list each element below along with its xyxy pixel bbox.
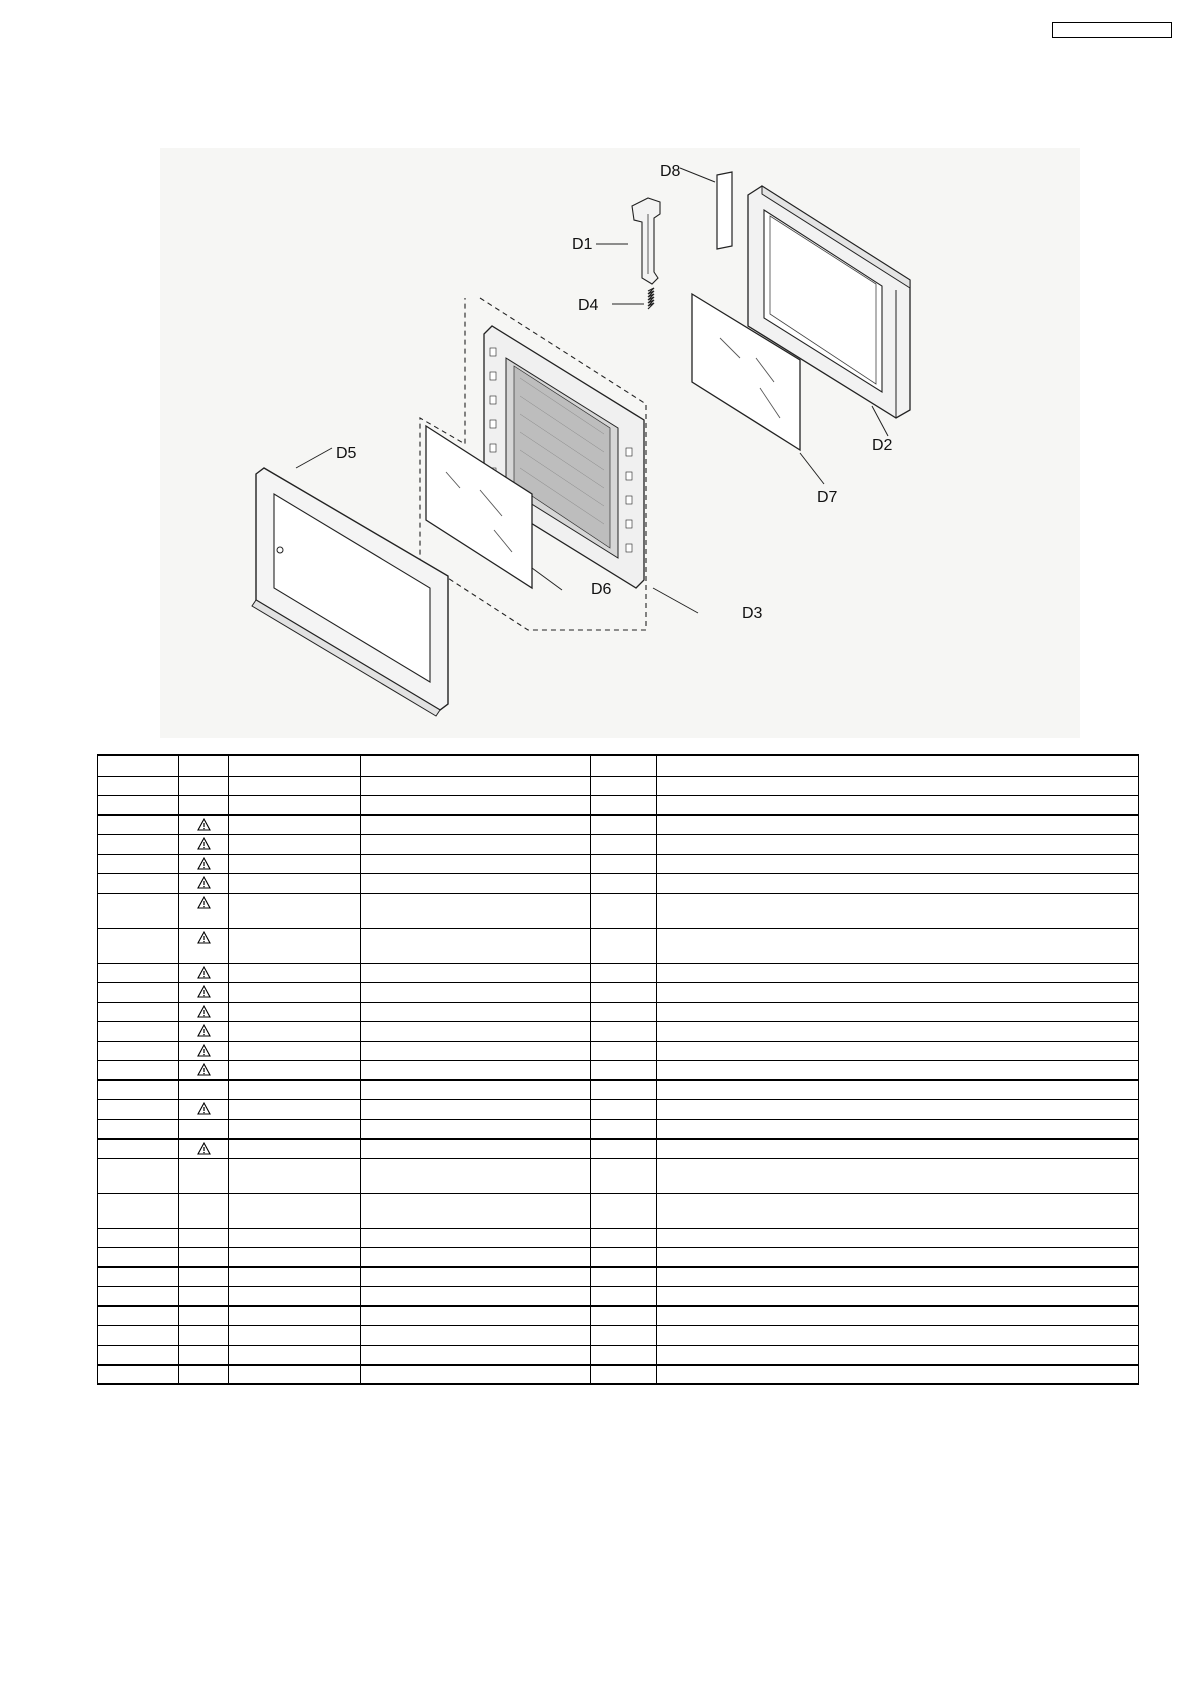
table-cell: [98, 1100, 179, 1120]
table-cell: [98, 1041, 179, 1061]
table-cell: [361, 893, 591, 928]
table-cell: [657, 1080, 1139, 1100]
table-cell: [229, 1002, 361, 1022]
warning-triangle-icon: [197, 896, 211, 909]
table-cell: [657, 854, 1139, 874]
table-cell: [179, 893, 229, 928]
table-cell: [361, 815, 591, 835]
table-cell: [591, 1139, 657, 1159]
warning-triangle-icon: [197, 1005, 211, 1018]
table-cell: [98, 1002, 179, 1022]
table-cell: [179, 854, 229, 874]
table-cell: [361, 1326, 591, 1346]
table-cell: [98, 1193, 179, 1228]
table-cell: [591, 1193, 657, 1228]
table-cell: [361, 796, 591, 816]
part-d4: [612, 288, 654, 309]
table-cell: [229, 796, 361, 816]
warning-triangle-icon: [197, 985, 211, 998]
table-cell: [229, 1080, 361, 1100]
table-cell: [98, 928, 179, 963]
table-cell: [98, 835, 179, 855]
table-cell: [657, 1345, 1139, 1365]
callout-d1: D1: [572, 236, 593, 253]
table-cell: [657, 1041, 1139, 1061]
table-cell: [179, 1248, 229, 1268]
table-row: [98, 1061, 1139, 1081]
table-row: [98, 815, 1139, 835]
table-cell: [179, 874, 229, 894]
table-cell: [98, 776, 179, 796]
table-cell: [361, 1002, 591, 1022]
table-cell: [98, 1248, 179, 1268]
table-cell: [591, 1306, 657, 1326]
table-cell: [361, 1228, 591, 1248]
table-cell: [229, 928, 361, 963]
table-cell: [591, 1365, 657, 1385]
table-row: [98, 1287, 1139, 1307]
table-cell: [179, 1306, 229, 1326]
table-cell: [591, 1248, 657, 1268]
table-cell: [229, 1365, 361, 1385]
table-row: [98, 1267, 1139, 1287]
table-cell: [591, 1002, 657, 1022]
table-row: [98, 1080, 1139, 1100]
table-cell: [98, 1061, 179, 1081]
table-cell: [361, 1158, 591, 1193]
table-cell: [361, 1365, 591, 1385]
table-cell: [657, 963, 1139, 983]
table-cell: [657, 928, 1139, 963]
table-cell: [179, 1100, 229, 1120]
table-cell: [229, 1248, 361, 1268]
table-row: [98, 928, 1139, 963]
table-cell: [98, 983, 179, 1003]
table-row: [98, 1248, 1139, 1268]
table-cell: [657, 1139, 1139, 1159]
table-cell: [98, 1287, 179, 1307]
callout-d7: D7: [817, 489, 838, 506]
table-row: [98, 1139, 1139, 1159]
table-cell: [591, 893, 657, 928]
table-cell: [229, 1345, 361, 1365]
table-cell: [98, 1267, 179, 1287]
table-cell: [229, 1119, 361, 1139]
table-cell: [591, 1158, 657, 1193]
table-cell: [361, 928, 591, 963]
table-cell: [361, 1041, 591, 1061]
table-cell: [98, 815, 179, 835]
table-cell: [591, 815, 657, 835]
table-row: [98, 893, 1139, 928]
table-cell: [591, 1022, 657, 1042]
table-cell: [361, 1193, 591, 1228]
table-row: [98, 776, 1139, 796]
callout-d3: D3: [742, 605, 763, 622]
table-cell: [229, 983, 361, 1003]
table-cell: [657, 835, 1139, 855]
table-row: [98, 1022, 1139, 1042]
warning-triangle-icon: [197, 1024, 211, 1037]
table-cell: [229, 1326, 361, 1346]
table-cell: [591, 1345, 657, 1365]
table-cell: [657, 1022, 1139, 1042]
part-d8: [680, 168, 732, 249]
table-cell: [98, 1326, 179, 1346]
table-cell: [98, 1139, 179, 1159]
table-cell: [229, 1287, 361, 1307]
table-cell: [229, 1158, 361, 1193]
table-cell: [229, 776, 361, 796]
table-cell: [361, 835, 591, 855]
table-cell: [179, 1158, 229, 1193]
warning-triangle-icon: [197, 1063, 211, 1076]
table-cell: [657, 1002, 1139, 1022]
warning-triangle-icon: [197, 837, 211, 850]
header-cell: [98, 755, 179, 776]
table-cell: [179, 1228, 229, 1248]
warning-triangle-icon: [197, 1142, 211, 1155]
table-row: [98, 963, 1139, 983]
table-cell: [98, 1365, 179, 1385]
warning-triangle-icon: [197, 876, 211, 889]
header-cell: [657, 755, 1139, 776]
table-row: [98, 854, 1139, 874]
document-reference-box: [1052, 22, 1172, 38]
header-cell: [361, 755, 591, 776]
table-cell: [657, 1228, 1139, 1248]
table-cell: [361, 1139, 591, 1159]
table-cell: [657, 1193, 1139, 1228]
table-cell: [98, 893, 179, 928]
table-cell: [179, 1080, 229, 1100]
table-row: [98, 1365, 1139, 1385]
table-cell: [361, 1080, 591, 1100]
warning-triangle-icon: [197, 931, 211, 944]
table-cell: [229, 1267, 361, 1287]
table-cell: [179, 1022, 229, 1042]
table-row: [98, 1306, 1139, 1326]
table-cell: [361, 874, 591, 894]
table-row: [98, 1002, 1139, 1022]
diagram-svg: [160, 148, 1080, 738]
table-cell: [361, 1345, 591, 1365]
table-cell: [179, 1041, 229, 1061]
warning-triangle-icon: [197, 857, 211, 870]
table-cell: [657, 796, 1139, 816]
table-cell: [229, 854, 361, 874]
table-cell: [179, 1193, 229, 1228]
table-row: [98, 796, 1139, 816]
table-cell: [361, 1306, 591, 1326]
table-cell: [179, 1061, 229, 1081]
table-cell: [98, 854, 179, 874]
table-row: [98, 874, 1139, 894]
table-cell: [591, 796, 657, 816]
table-cell: [657, 1248, 1139, 1268]
table-cell: [229, 1139, 361, 1159]
table-cell: [591, 963, 657, 983]
exploded-door-diagram: [160, 148, 1080, 738]
header-cell: [591, 755, 657, 776]
table-cell: [361, 1119, 591, 1139]
table-cell: [657, 1267, 1139, 1287]
warning-triangle-icon: [197, 1102, 211, 1115]
table-cell: [98, 1158, 179, 1193]
parts-table-body: [98, 755, 1139, 1384]
part-d5: [252, 448, 448, 716]
table-cell: [657, 1306, 1139, 1326]
table-cell: [657, 1158, 1139, 1193]
table-cell: [179, 815, 229, 835]
table-cell: [657, 1119, 1139, 1139]
table-cell: [229, 893, 361, 928]
header-cell: [179, 755, 229, 776]
table-cell: [179, 1287, 229, 1307]
table-row: [98, 1345, 1139, 1365]
table-cell: [591, 983, 657, 1003]
table-cell: [179, 1365, 229, 1385]
table-cell: [591, 1080, 657, 1100]
callout-d2: D2: [872, 437, 893, 454]
warning-triangle-icon: [197, 966, 211, 979]
table-cell: [179, 928, 229, 963]
table-cell: [179, 1119, 229, 1139]
table-cell: [229, 1306, 361, 1326]
table-cell: [591, 1119, 657, 1139]
callout-d5: D5: [336, 445, 357, 462]
warning-triangle-icon: [197, 1044, 211, 1057]
table-cell: [179, 983, 229, 1003]
table-cell: [361, 776, 591, 796]
table-row: [98, 1228, 1139, 1248]
table-cell: [179, 1326, 229, 1346]
header-cell: [229, 755, 361, 776]
table-cell: [361, 1100, 591, 1120]
part-d1: [596, 198, 660, 284]
table-cell: [657, 1287, 1139, 1307]
table-cell: [229, 1193, 361, 1228]
table-cell: [98, 1119, 179, 1139]
table-cell: [98, 1022, 179, 1042]
table-cell: [591, 1228, 657, 1248]
table-row: [98, 1326, 1139, 1346]
table-row: [98, 1193, 1139, 1228]
table-row: [98, 1100, 1139, 1120]
table-cell: [657, 1326, 1139, 1346]
table-cell: [361, 1267, 591, 1287]
table-cell: [98, 963, 179, 983]
table-header-row: [98, 755, 1139, 776]
table-cell: [591, 1100, 657, 1120]
table-cell: [98, 1345, 179, 1365]
warning-triangle-icon: [197, 818, 211, 831]
table-cell: [361, 1287, 591, 1307]
parts-list-table: [97, 754, 1139, 1385]
table-cell: [657, 1061, 1139, 1081]
table-row: [98, 1041, 1139, 1061]
table-cell: [179, 1002, 229, 1022]
table-cell: [657, 1100, 1139, 1120]
table-cell: [361, 1022, 591, 1042]
table-cell: [591, 874, 657, 894]
callout-d4: D4: [578, 297, 599, 314]
table-cell: [361, 963, 591, 983]
table-cell: [657, 815, 1139, 835]
table-cell: [179, 1139, 229, 1159]
table-cell: [591, 1267, 657, 1287]
table-cell: [179, 776, 229, 796]
table-cell: [657, 874, 1139, 894]
table-cell: [229, 815, 361, 835]
table-cell: [229, 874, 361, 894]
callout-d8: D8: [660, 163, 681, 180]
table-cell: [98, 874, 179, 894]
table-cell: [98, 796, 179, 816]
table-cell: [229, 1061, 361, 1081]
table-row: [98, 1158, 1139, 1193]
table-cell: [591, 835, 657, 855]
table-cell: [591, 1287, 657, 1307]
table-cell: [179, 1267, 229, 1287]
table-row: [98, 983, 1139, 1003]
table-row: [98, 1119, 1139, 1139]
table-cell: [179, 835, 229, 855]
table-cell: [591, 776, 657, 796]
table-cell: [591, 1061, 657, 1081]
table-cell: [229, 1022, 361, 1042]
table-cell: [591, 1326, 657, 1346]
table-cell: [229, 963, 361, 983]
table-cell: [361, 1248, 591, 1268]
table-cell: [179, 796, 229, 816]
table-cell: [229, 835, 361, 855]
table-cell: [657, 1365, 1139, 1385]
table-cell: [591, 928, 657, 963]
table-cell: [98, 1228, 179, 1248]
table-cell: [361, 854, 591, 874]
table-cell: [657, 983, 1139, 1003]
table-cell: [591, 854, 657, 874]
table-cell: [179, 1345, 229, 1365]
table-cell: [229, 1228, 361, 1248]
table-cell: [98, 1080, 179, 1100]
table-row: [98, 835, 1139, 855]
table-cell: [229, 1100, 361, 1120]
table-cell: [229, 1041, 361, 1061]
table-cell: [361, 983, 591, 1003]
table-cell: [591, 1041, 657, 1061]
callout-d6: D6: [591, 581, 612, 598]
table-cell: [179, 963, 229, 983]
table-cell: [657, 776, 1139, 796]
table-cell: [657, 893, 1139, 928]
table-cell: [361, 1061, 591, 1081]
table-cell: [98, 1306, 179, 1326]
